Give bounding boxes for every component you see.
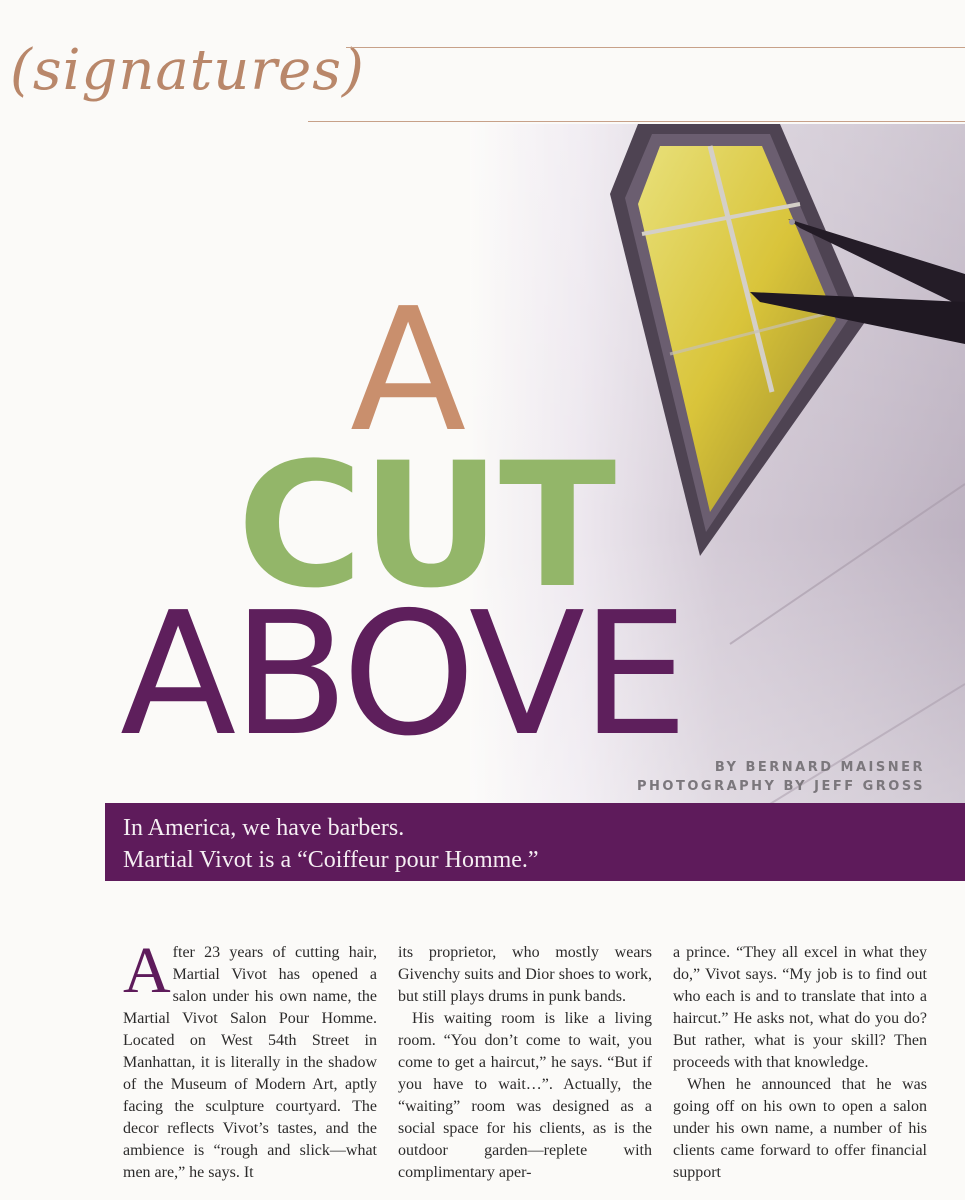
article-column-2	[398, 942, 652, 1184]
headline-line-cut: CUT	[237, 425, 615, 626]
byline: BY BERNARD MAISNER	[714, 760, 925, 775]
header-rule-bottom	[308, 121, 965, 122]
paragraph: a prince. “They all excel in what they do,” Vivot says. “My job is to find out who each is and to translate that into a haircut.” He asks not, what do you do? But rather, what is your skill? Then proceeds with that knowledge.	[673, 944, 927, 1071]
photo-credit: PHOTOGRAPHY BY JEFF GROSS	[637, 779, 925, 794]
paragraph-text: fter 23 years of cutting hair, Martial Vivot has opened a salon under his own name, the Martial Vivot Salon Pour Homme. Located on West 54th Street in Manhattan, it is literally in the shadow of the Museum of Modern Art, aptly facing the sculpture courtyard. The decor reflects Vivot’s tastes, and the ambience is “rough and slick—what men are,” he says. It	[123, 944, 377, 1181]
drop-cap: A	[123, 934, 171, 1007]
paragraph: When he announced that he was going off on his own to open a salon under his own name, a number of his clients came forward to offer financial support	[673, 1076, 927, 1181]
hero-photo	[470, 124, 965, 804]
deck-banner	[105, 803, 965, 881]
header-rule-top	[346, 47, 965, 48]
article-column-3	[673, 942, 927, 1184]
credits	[637, 758, 925, 796]
headline-line-a: A	[350, 272, 467, 470]
section-title: (signatures)	[10, 38, 365, 103]
article-column-1	[123, 934, 377, 1184]
deck-line-1: In America, we have barbers.	[123, 815, 405, 841]
paragraph	[123, 934, 377, 1184]
headline-line-above: ABOVE	[120, 576, 685, 774]
paragraph: its proprietor, who mostly wears Givenchy suits and Dior shoes to work, but still plays drums in punk bands.	[398, 944, 652, 1005]
deck-line-2: Martial Vivot is a “Coiffeur pour Homme.”	[123, 847, 539, 873]
paragraph: His waiting room is like a living room. “You don’t come to wait, you come to get a haircut,” he says. “But if you have to wait…”. Actually, the “waiting” room was designed as a social space for his clients, as is the outdoor garden—replete with complimentary aper-	[398, 1010, 652, 1181]
